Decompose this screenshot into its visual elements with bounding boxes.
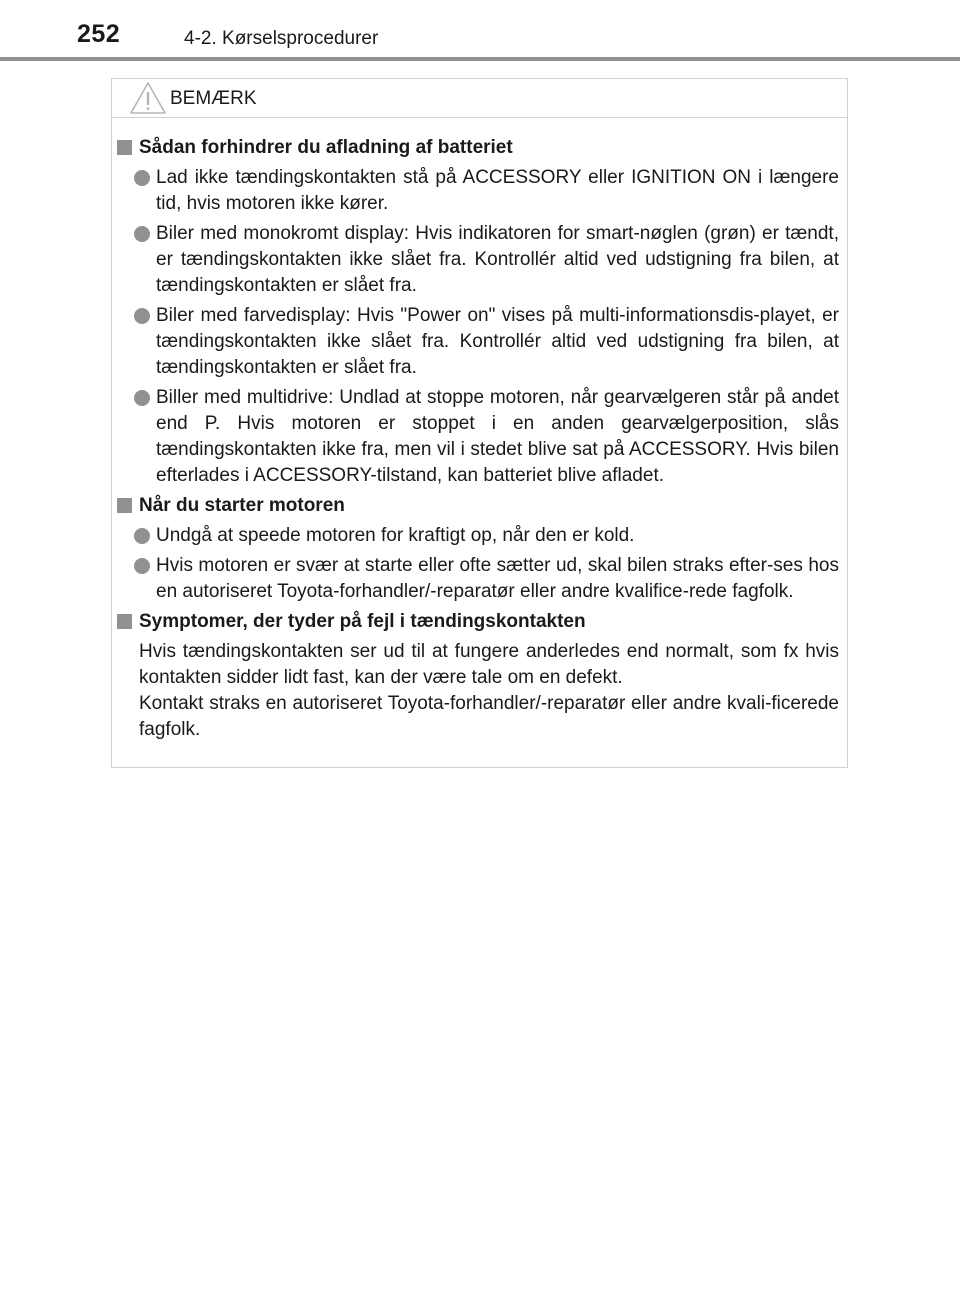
circle-bullet-icon [134,558,150,574]
list-item-text: Biler med farvedisplay: Hvis "Power on" vises på multi-informationsdis-playet, er tændingskontakten ikke slået fra. Kontrollér altid ved udstigning fra bilen, at tændingskontakten er slået fra. [156,305,839,378]
notice-header [112,79,847,117]
circle-bullet-icon [134,170,150,186]
circle-bullet-icon [134,528,150,544]
circle-bullet-icon [134,226,150,242]
list-item-text: Lad ikke tændingskontakten stå på ACCESSORY eller IGNITION ON i længere tid, hvis motoren ikke kører. [156,167,839,214]
list-item [117,303,839,381]
square-bullet-icon [117,614,132,629]
paragraph: Kontakt straks en autoriseret Toyota-forhandler/-reparatør eller andre kvali-ficerede fagfolk. [139,693,839,740]
square-bullet-icon [117,140,132,155]
section-heading-text: Sådan forhindrer du afladning af batteriet [139,137,513,158]
section-heading-text: Når du starter motoren [139,495,345,516]
warning-triangle-icon [129,81,167,115]
notice-section-starting [117,493,839,605]
square-bullet-icon [117,498,132,513]
section-heading [117,135,839,161]
circle-bullet-icon [134,308,150,324]
notice-section-battery [117,135,839,489]
page-header [0,0,960,64]
header-divider [0,57,960,61]
list-item [117,165,839,217]
list-item [117,221,839,299]
list-item-text: Biller med multidrive: Undlad at stoppe motoren, når gearvælgeren står på andet end P. Hvis motoren er stoppet i en anden gearvælgerposition, slås tændingskontakten ikke fra, men vil i stedet blive sat på ACCESSORY. Hvis bilen efterlades i ACCESSORY-tilstand, kan batteriet blive afladet. [156,387,839,486]
paragraph: Hvis tændingskontakten ser ud til at fungere anderledes end normalt, som fx hvis kontakten sidder lidt fast, kan der være tale om en defekt. [139,641,839,688]
section-heading [117,493,839,519]
list-item [117,385,839,489]
list-item [117,523,839,549]
notice-section-symptoms [117,609,839,743]
circle-bullet-icon [134,390,150,406]
list-item-text: Undgå at speede motoren for kraftigt op, når den er kold. [156,525,635,546]
page-number: 252 [77,20,121,48]
list-item-text: Hvis motoren er svær at starte eller ofte sætter ud, skal bilen straks efter-ses hos en autoriseret Toyota-forhandler/-reparatør eller andre kvalifice-rede fagfolk. [156,555,839,602]
notice-body [117,135,839,747]
section-heading [117,609,839,635]
notice-box [111,78,848,768]
notice-label: BEMÆRK [170,88,257,109]
section-title: 4-2. Kørselsprocedurer [184,28,379,49]
notice-divider [112,117,847,118]
list-item [117,553,839,605]
section-heading-text: Symptomer, der tyder på fejl i tændingskontakten [139,611,586,632]
list-item-text: Biler med monokromt display: Hvis indikatoren for smart-nøglen (grøn) er tændt, er tændingskontakten ikke slået fra. Kontrollér altid ved udstigning fra bilen, at tændingskontakten er slået fra. [156,223,839,296]
